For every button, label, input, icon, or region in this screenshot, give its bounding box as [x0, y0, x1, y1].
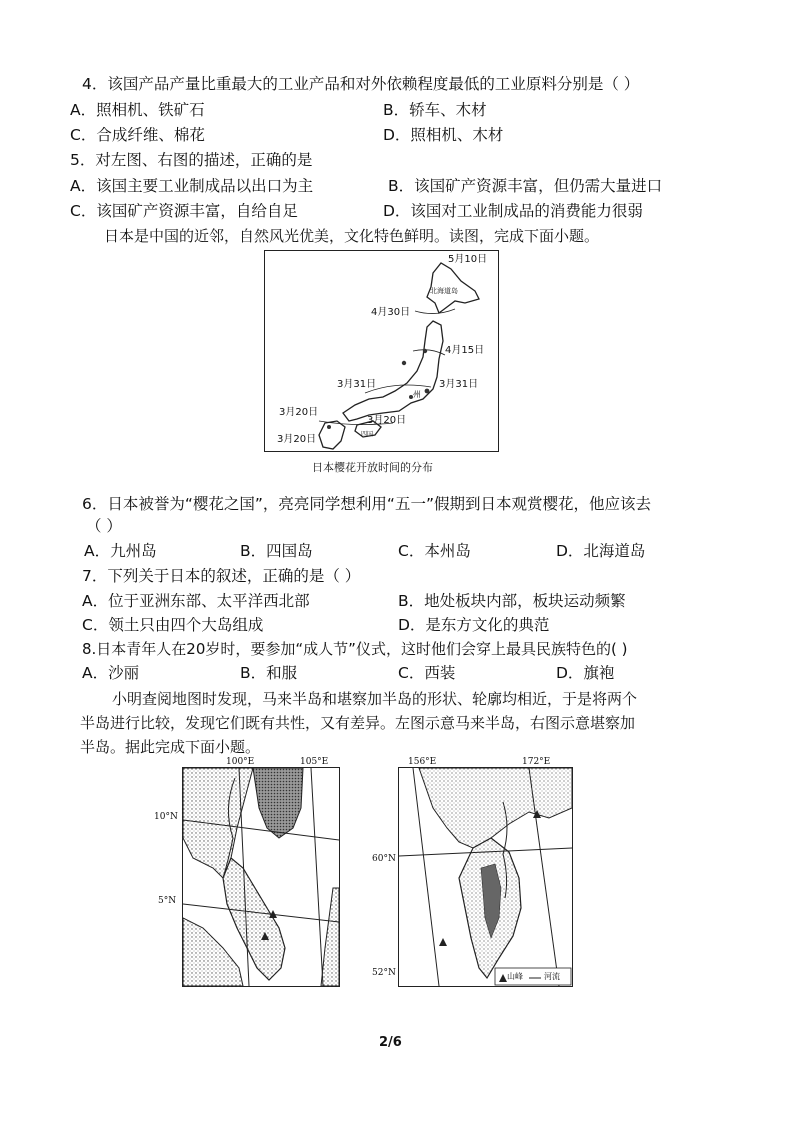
q7-stem: 7．下列关于日本的叙述，正确的是（ ）	[82, 567, 361, 585]
kamchatka-lon1: 156°E	[408, 757, 437, 767]
label-mar20-a: 3月20日	[279, 407, 319, 418]
q8-stem: 8.日本青年人在20岁时，要参加“成人节”仪式，这时他们会穿上最具民族特色的( )	[82, 640, 628, 658]
kyushu-outline	[319, 421, 345, 449]
mainland-west	[183, 768, 253, 878]
legend-river-label: 河流	[544, 972, 560, 981]
q8-option-a: A．沙丽	[82, 664, 140, 682]
honshu-outline	[343, 321, 443, 421]
japan-cherry-blossom-map	[264, 250, 499, 452]
q7-option-a: A．位于亚洲东部、太平洋西北部	[82, 592, 310, 610]
kamchatka-lat2: 52°N	[372, 968, 396, 978]
q5-option-a: A．该国主要工业制成品以出口为主	[70, 177, 314, 195]
q6-option-b: B．四国岛	[240, 542, 313, 560]
page-number: 2/6	[379, 1035, 402, 1050]
label-honshu-char: 州	[413, 390, 421, 399]
label-apr30: 4月30日	[371, 307, 411, 318]
gridline-105e	[311, 768, 323, 986]
kamchatka-map-drawing	[399, 768, 572, 986]
q8-option-b: B．和服	[240, 664, 298, 682]
malay-lat2: 5°N	[158, 896, 177, 906]
q5-stem: 5．对左图、右图的描述，正确的是	[70, 151, 313, 169]
city-dot	[327, 425, 331, 429]
q6-option-d: D．北海道岛	[556, 542, 646, 560]
mainland-east	[253, 768, 303, 838]
label-hokkaido: 北海道岛	[430, 287, 458, 295]
isoline-apr30	[415, 309, 455, 314]
peninsula-intro-line2: 半岛进行比较，发现它们既有共性，又有差异。左图示意马来半岛，右图示意堪察加	[80, 714, 636, 732]
q4-option-b: B．轿车、木材	[383, 101, 487, 119]
q5-option-c: C．该国矿产资源丰富，自给自足	[70, 202, 298, 220]
borneo-edge	[321, 888, 339, 986]
sumatra-edge	[183, 918, 243, 986]
mainland-north	[419, 768, 572, 848]
q6-option-c: C．本州岛	[398, 542, 471, 560]
city-dot	[425, 389, 430, 394]
japan-map-caption: 日本樱花开放时间的分布	[312, 461, 433, 474]
label-mar20-b: 3月20日	[367, 415, 407, 426]
kamchatka-peninsula-map	[398, 767, 573, 987]
kamchatka-lat1: 60°N	[372, 854, 396, 864]
kamchatka-lon2: 172°E	[522, 757, 551, 767]
q4-option-a: A．照相机、铁矿石	[70, 101, 205, 119]
label-may10: 5月10日	[448, 254, 488, 265]
malay-map-drawing	[183, 768, 339, 986]
q4-option-d: D．照相机、木材	[383, 126, 504, 144]
malay-lon2: 105°E	[300, 757, 329, 767]
label-mar20-c: 3月20日	[277, 434, 317, 445]
peak-icon	[439, 938, 447, 946]
label-mar31-left: 3月31日	[337, 379, 377, 390]
malay-lat1: 10°N	[154, 812, 178, 822]
label-apr15: 4月15日	[445, 345, 485, 356]
q7-option-b: B．地处板块内部，板块运动频繁	[398, 592, 626, 610]
q6-stem: 6．日本被誉为“樱花之国”，亮亮同学想利用“五一”假期到日本观赏樱花，他应该去	[82, 495, 651, 513]
q4-option-c: C．合成纤维、棉花	[70, 126, 205, 144]
q7-option-d: D．是东方文化的典范	[398, 616, 550, 634]
q7-option-c: C．领土只由四个大岛组成	[82, 616, 264, 634]
peninsula-intro-line3: 半岛。据此完成下面小题。	[80, 738, 261, 756]
label-shikoku: 四国	[361, 431, 374, 438]
q6-option-a: A．九州岛	[84, 542, 157, 560]
q6-paren: （ ）	[86, 517, 122, 535]
q8-option-d: D．旗袍	[556, 664, 615, 682]
q4-stem: 4．该国产品产量比重最大的工业产品和对外依赖程度最低的工业原料分别是（ ）	[82, 75, 640, 93]
q5-option-b: B．该国矿产资源丰富，但仍需大量进口	[388, 177, 663, 195]
japan-intro: 日本是中国的近邻，自然风光优美，文化特色鲜明。读图，完成下面小题。	[104, 227, 600, 245]
malay-peninsula-map	[182, 767, 340, 987]
legend-peak-label: 山峰	[507, 972, 523, 981]
malay-lon1: 100°E	[226, 757, 255, 767]
city-dot	[423, 349, 427, 353]
label-mar31-right: 3月31日	[439, 379, 479, 390]
q8-option-c: C．西装	[398, 664, 456, 682]
city-dot	[402, 361, 406, 365]
q5-option-d: D．该国对工业制成品的消费能力很弱	[383, 202, 643, 220]
peninsula-intro-line1: 小明查阅地图时发现，马来半岛和堪察加半岛的形状、轮廓均相近，于是将两个	[112, 690, 638, 708]
